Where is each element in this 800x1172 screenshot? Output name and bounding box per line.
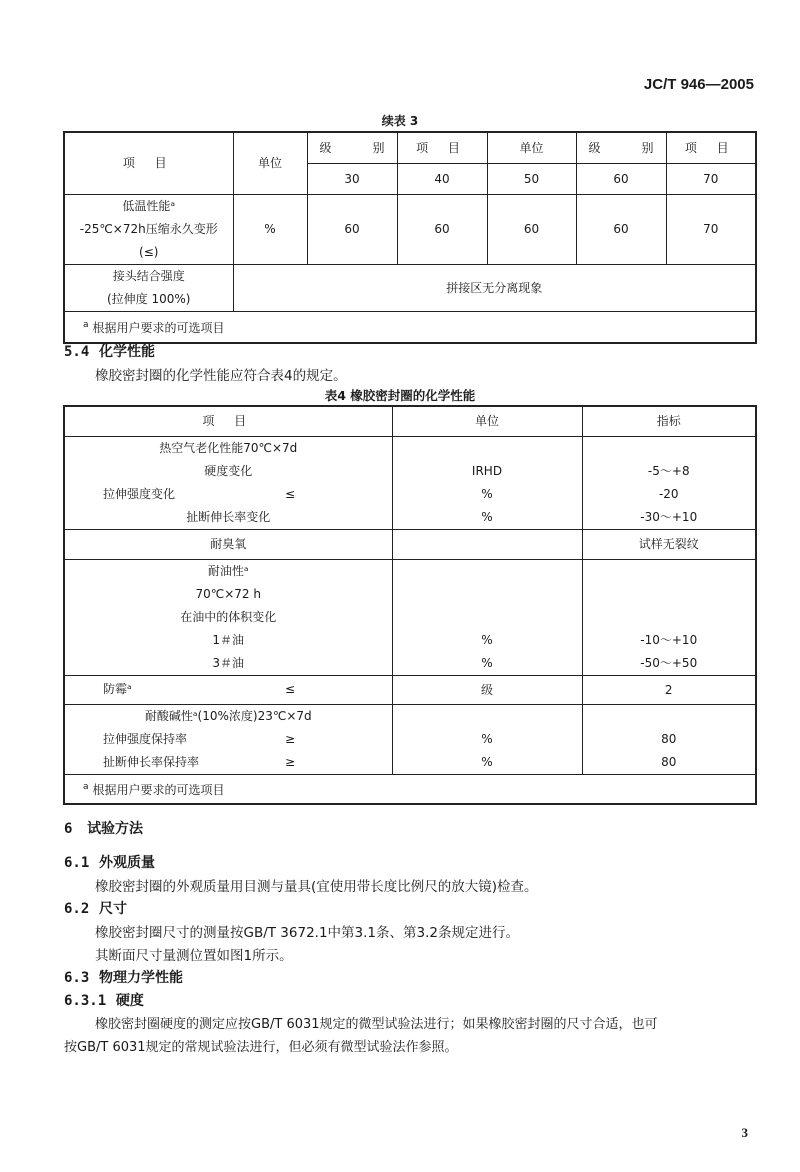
section-6-1-heading: 6.1 外观质量 (64, 855, 156, 871)
section-6-2-text: 橡胶密封圈尺寸的测量按GB/T 3672.1中第3.1条、第3.2条规定进行。 (95, 925, 519, 941)
table-footnote: $^a$ 根据用户要求的可选项目 (64, 311, 756, 343)
section-6-3-1-text: 橡胶密封圈硬度的测定应按GB/T 6031规定的微型试验法进行；如果橡胶密封圈的尺寸合适，也可 (95, 1017, 658, 1032)
col-header-item: 项 目 (64, 406, 392, 436)
col-header-index: 指标 (582, 406, 756, 436)
row-unit: IRHD % % (392, 436, 582, 529)
row-item: 低温性能ᵃ -25℃×72h压缩永久变形 (≤) (64, 194, 233, 264)
row-value: -10～+10 -50～+50 (582, 559, 756, 675)
row-unit: % (233, 194, 307, 264)
merged-value: 拼接区无分离现象 (233, 264, 756, 311)
row-value: 试样无裂纹 (582, 529, 756, 559)
col-header-top: 单位 (487, 132, 576, 163)
section-6-1-text: 橡胶密封圈的外观质量用目测与量具(宜使用带长度比例尺的放大镜)检查。 (95, 879, 538, 895)
section-6-3-1-text: 按GB/T 6031规定的常规试验法进行，但必须有微型试验法作参照。 (64, 1040, 458, 1055)
col-header-unit: 单位 (392, 406, 582, 436)
row-value: 80 80 (582, 704, 756, 774)
grade-value: 50 (487, 163, 576, 194)
row-item: 接头结合强度 (拉伸度 100%) (64, 264, 233, 311)
col-header-unit: 单位 (233, 132, 307, 194)
row-value: 60 (487, 194, 576, 264)
row-unit: 级 (392, 675, 582, 704)
grade-value: 30 (307, 163, 397, 194)
table3-caption: 续表 3 (381, 114, 419, 128)
col-header-grade: 级 别 (576, 132, 666, 163)
row-value: 70 (666, 194, 756, 264)
table-row-ozone (64, 529, 756, 559)
col-header-top: 项 目 (666, 132, 756, 163)
row-item: 耐油性ᵃ 70℃×72 h 在油中的体积变化 1＃油 3＃油 (64, 559, 392, 675)
table-row-oil-resistance (64, 559, 756, 675)
section-5-4-heading: 5.4 化学性能 (64, 344, 156, 360)
section-6-3-heading: 6.3 物理力学性能 (64, 970, 184, 986)
table-footnote: $^a$ 根据用户要求的可选项目 (64, 774, 756, 804)
table3-continued (63, 131, 757, 344)
section-5-4-text: 橡胶密封圈的化学性能应符合表4的规定。 (95, 368, 347, 384)
row-item: 耐臭氧 (64, 529, 392, 559)
row-unit (392, 529, 582, 559)
col-header-top: 项 目 (397, 132, 487, 163)
row-item: 防霉ᵃ ≤ (64, 675, 392, 704)
table-row-mildew (64, 675, 756, 704)
table-row (64, 194, 756, 264)
table4-caption: 表4 橡胶密封圈的化学性能 (324, 388, 476, 403)
section-6-2-text: 其断面尺寸量测位置如图1所示。 (95, 948, 293, 964)
table-row-acid-alkali (64, 704, 756, 774)
row-value: 2 (582, 675, 756, 704)
col-header-item: 项 目 (64, 132, 233, 194)
page-number: 3 (741, 1125, 748, 1140)
standard-code: JC/T 946—2005 (643, 76, 754, 93)
row-value: -5～+8 -20 -30～+10 (582, 436, 756, 529)
row-item: 热空气老化性能70℃×7d 硬度变化 拉伸强度变化 ≤ 扯断伸长率变化 (64, 436, 392, 529)
row-value: 60 (397, 194, 487, 264)
table4-chemical-properties (63, 405, 757, 805)
table-row-heat-aging (64, 436, 756, 529)
grade-value: 40 (397, 163, 487, 194)
row-unit: % % (392, 704, 582, 774)
table-row (64, 264, 756, 311)
row-unit: % % (392, 559, 582, 675)
col-header-grade: 级 别 (307, 132, 397, 163)
section-6-heading: 6 试验方法 (64, 821, 144, 837)
section-6-3-1-heading: 6.3.1 硬度 (64, 993, 144, 1009)
row-item: 耐酸碱性ᵃ(10%浓度)23℃×7d 拉伸强度保持率 ≥ 扯断伸长率保持率 ≥ (64, 704, 392, 774)
row-value: 60 (307, 194, 397, 264)
grade-value: 70 (666, 163, 756, 194)
section-6-2-heading: 6.2 尺寸 (64, 901, 128, 917)
row-value: 60 (576, 194, 666, 264)
grade-value: 60 (576, 163, 666, 194)
